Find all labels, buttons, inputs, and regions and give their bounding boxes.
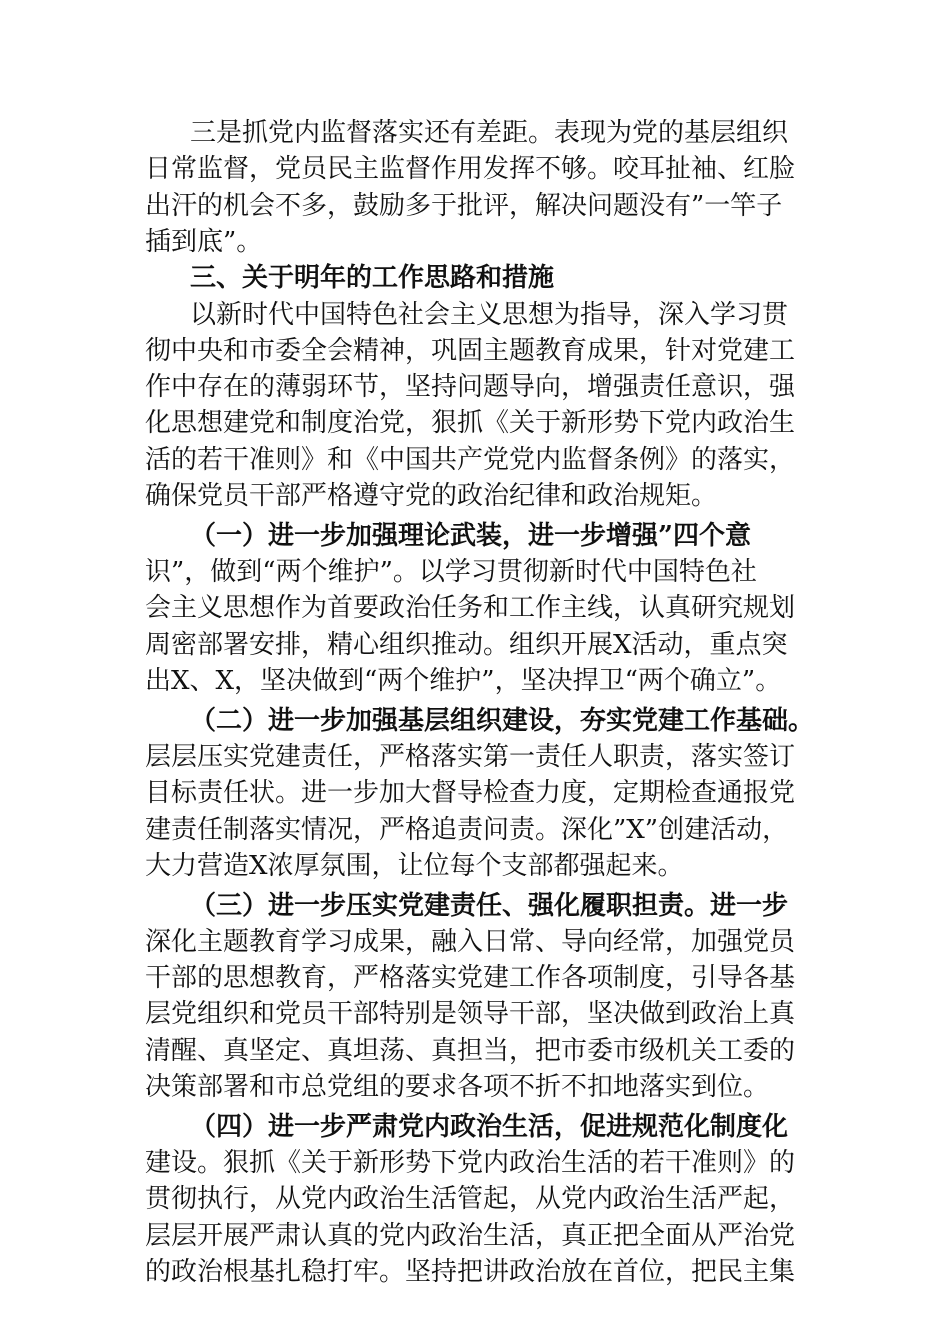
- text-line: 活的若干准则》和《中国共产党党内监督条例》的落实，: [145, 445, 796, 475]
- text-line: 清醒、真坚定、真坦荡、真担当，把市委市级机关工委的: [145, 1036, 796, 1066]
- text-line: 深化主题教育学习成果，融入日常、导向经常，加强党员: [145, 927, 796, 957]
- text-line: 贯彻执行，从党内政治生活管起，从党内政治生活严起，: [145, 1184, 796, 1214]
- subheading-line: （二）进一步加强基层组织建设，夯实党建工作基础。: [190, 706, 815, 736]
- text-line: 彻中央和市委全会精神，巩固主题教育成果，针对党建工: [145, 336, 796, 366]
- text-line: 日常监督，党员民主监督作用发挥不够。咬耳扯袖、红脸: [145, 154, 796, 184]
- text-line: 出X、X，坚决做到“两个维护”，坚决捍卫“两个确立”。: [145, 666, 782, 696]
- subheading-line: 三、关于明年的工作思路和措施: [190, 263, 555, 293]
- text-line: 目标责任状。进一步加大督导检查力度，定期检查通报党: [145, 778, 796, 808]
- text-line: 层层开展严肃认真的党内政治生活，真正把全面从严治党: [145, 1221, 796, 1251]
- text-line: 插到底”。: [145, 227, 263, 257]
- subheading-line: （四）进一步严肃党内政治生活，促进规范化制度化: [190, 1112, 789, 1142]
- text-line: 三是抓党内监督落实还有差距。表现为党的基层组织: [190, 118, 789, 148]
- text-line: 作中存在的薄弱环节，坚持问题导向，增强责任意识，强: [145, 372, 796, 402]
- text-line: 决策部署和市总党组的要求各项不折不扣地落实到位。: [145, 1072, 770, 1102]
- text-line: 会主义思想作为首要政治任务和工作主线，认真研究规划: [145, 593, 796, 623]
- text-line: 识”，做到“两个维护”。以学习贯彻新时代中国特色社: [145, 557, 757, 587]
- text-line: 以新时代中国特色社会主义思想为指导，深入学习贯: [190, 300, 789, 330]
- subheading-line: （三）进一步压实党建责任、强化履职担责。进一步: [190, 891, 789, 921]
- text-line: 建设。狠抓《关于新形势下党内政治生活的若干准则》的: [145, 1148, 796, 1178]
- text-line: 确保党员干部严格遵守党的政治纪律和政治规矩。: [145, 481, 718, 511]
- text-line: 化思想建党和制度治党，狠抓《关于新形势下党内政治生: [145, 408, 796, 438]
- text-line: 的政治根基扎稳打牢。坚持把讲政治放在首位，把民主集: [145, 1257, 796, 1287]
- subheading-line: （一）进一步加强理论武装，进一步增强”四个意: [190, 521, 751, 551]
- text-line: 建责任制落实情况，严格追责问责。深化”X”创建活动，: [145, 815, 789, 845]
- text-line: 干部的思想教育，严格落实党建工作各项制度，引导各基: [145, 963, 796, 993]
- text-line: 大力营造X浓厚氛围，让位每个支部都强起来。: [145, 851, 684, 881]
- text-line: 周密部署安排，精心组织推动。组织开展X活动，重点突: [145, 630, 788, 660]
- text-line: 出汗的机会不多，鼓励多于批评，解决问题没有”一竿子: [145, 191, 783, 221]
- text-line: 层层压实党建责任，严格落实第一责任人职责，落实签订: [145, 742, 796, 772]
- text-line: 层党组织和党员干部特别是领导干部，坚决做到政治上真: [145, 999, 796, 1029]
